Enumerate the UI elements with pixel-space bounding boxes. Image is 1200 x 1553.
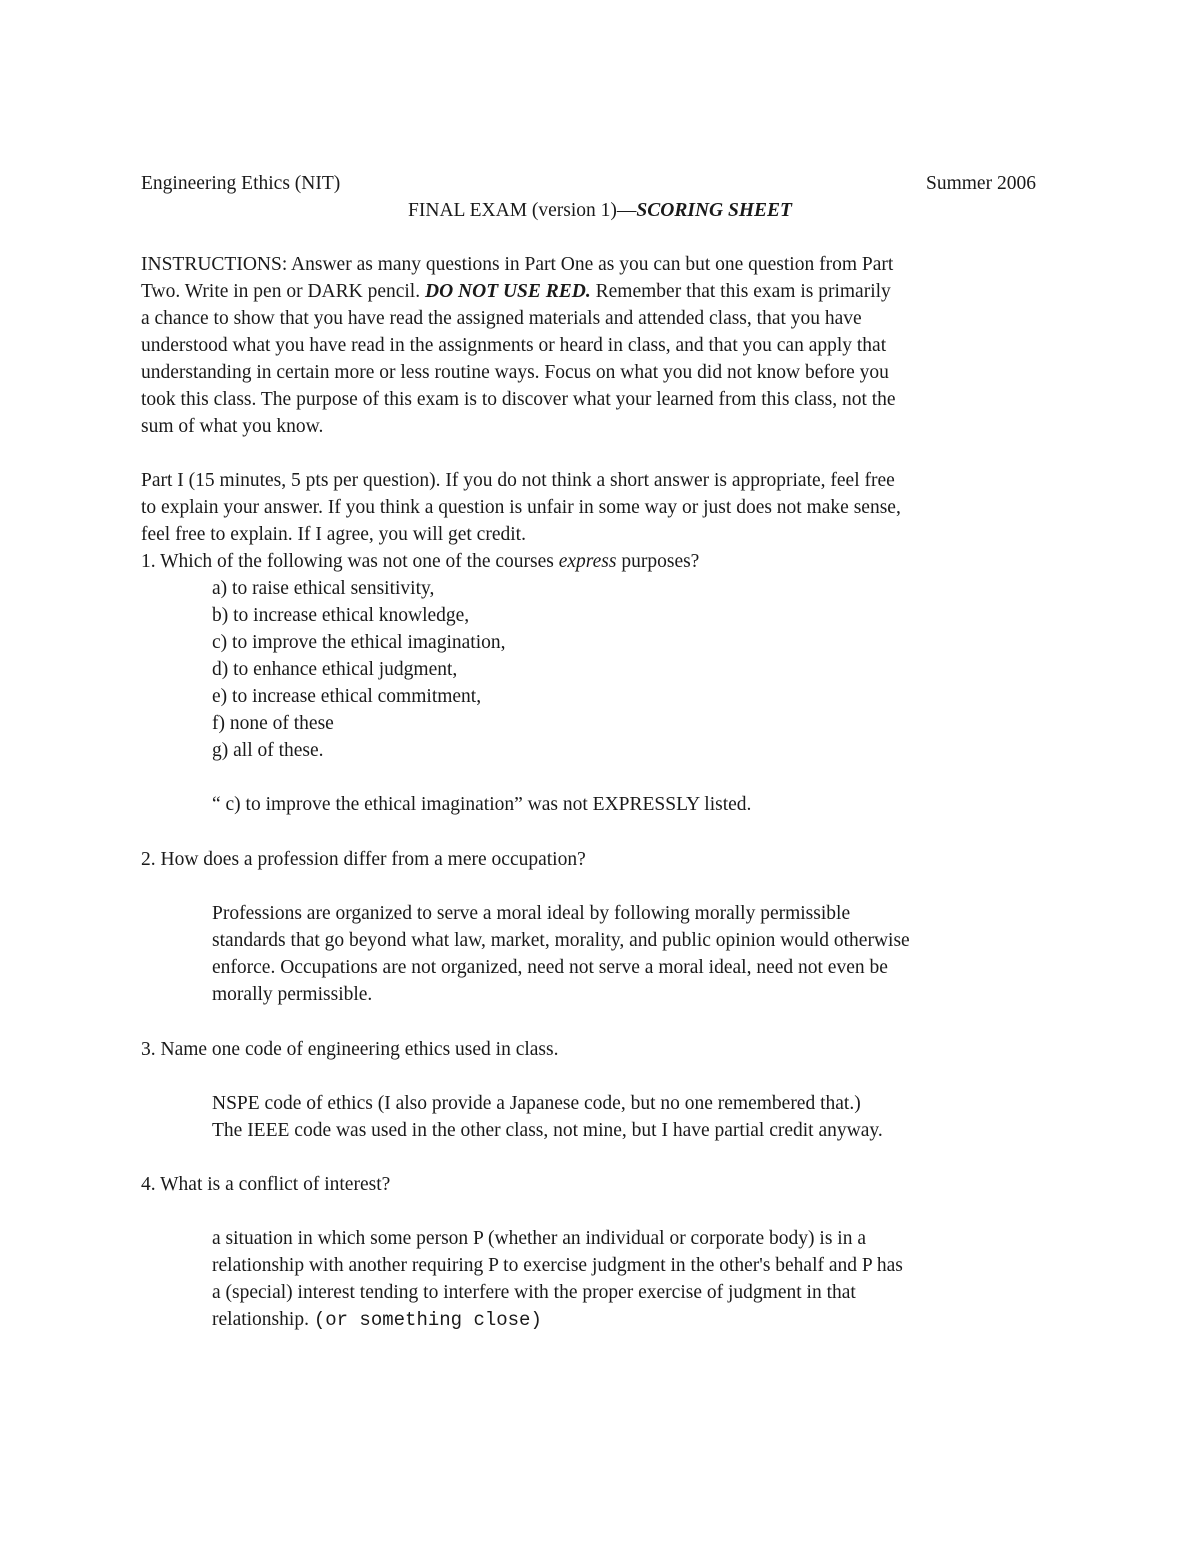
q4-answer-line: a (special) interest tending to interfere with the proper exercise of judgment in that [212,1282,856,1303]
instructions-line-2 [141,282,891,302]
part1-line-3: feel free to explain. If I agree, you will get credit. [141,524,526,545]
q1-prompt-pre: 1. Which of the following was not one of the courses [141,551,559,572]
q3-answer-line: NSPE code of ethics (I also provide a Japanese code, but no one remembered that.) [212,1093,861,1114]
q2-answer-line: morally permissible. [212,984,373,1005]
instructions-line-6: took this class. The purpose of this exam is to discover what your learned from this class, not the [141,389,896,410]
q1-prompt-emph: express [558,551,617,572]
q1-prompt-post: purposes? [616,551,700,572]
q4-answer-line: relationship with another requiring P to exercise judgment in the other's behalf and P has [212,1255,903,1276]
exam-title [0,201,1200,221]
instructions-line-3: a chance to show that you have read the assigned materials and attended class, that you have [141,308,862,329]
q3-prompt: 3. Name one code of engineering ethics used in class. [141,1039,559,1060]
do-not-use-red: DO NOT USE RED. [424,281,591,302]
q4-answer-line: a situation in which some person P (whether an individual or corporate body) is in a [212,1228,867,1249]
term: Summer 2006 [926,173,1036,194]
q4-prompt: 4. What is a conflict of interest? [141,1174,391,1195]
instructions-line-5: understanding in certain more or less routine ways. Focus on what you did not know before you [141,362,889,383]
q2-answer-line: Professions are organized to serve a moral ideal by following morally permissible [212,903,851,924]
instructions-line-2-pre: Two. Write in pen or DARK pencil. [141,281,425,302]
q2-answer-line: enforce. Occupations are not organized, need not serve a moral ideal, need not even be [212,957,888,978]
q4-answer-last-line [212,1310,542,1330]
q1-option: a) to raise ethical sensitivity, [212,578,435,599]
q1-option: e) to increase ethical commitment, [212,686,482,707]
course-title: Engineering Ethics (NIT) [141,173,341,194]
q4-answer-note: (or something close) [313,1309,542,1331]
q4-answer-last: relationship. [212,1309,314,1330]
q1-answer: “ c) to improve the ethical imagination” was not EXPRESSLY listed. [212,794,752,815]
instructions-line-7: sum of what you know. [141,416,324,437]
exam-title-emph: SCORING SHEET [636,200,792,221]
instructions-line-4: understood what you have read in the assignments or heard in class, and that you can apply that [141,335,887,356]
instructions-line-1: INSTRUCTIONS: Answer as many questions in Part One as you can but one question from Part [141,254,894,275]
q2-answer-line: standards that go beyond what law, market, morality, and public opinion would otherwise [212,930,910,951]
q1-option: d) to enhance ethical judgment, [212,659,458,680]
exam-title-plain: FINAL EXAM (version 1)— [408,200,637,221]
q1-option: g) all of these. [212,740,324,761]
instructions-line-2-post: Remember that this exam is primarily [590,281,891,302]
q2-prompt: 2. How does a profession differ from a mere occupation? [141,849,586,870]
q1-option: f) none of these [212,713,334,734]
q1-option: b) to increase ethical knowledge, [212,605,470,626]
q1-option: c) to improve the ethical imagination, [212,632,506,653]
part1-line-2: to explain your answer. If you think a question is unfair in some way or just does not make sense, [141,497,901,518]
part1-line-1: Part I (15 minutes, 5 pts per question). If you do not think a short answer is appropriate, feel free [141,470,895,491]
q3-answer-line: The IEEE code was used in the other class, not mine, but I have partial credit anyway. [212,1120,883,1141]
q1-prompt [141,552,699,572]
